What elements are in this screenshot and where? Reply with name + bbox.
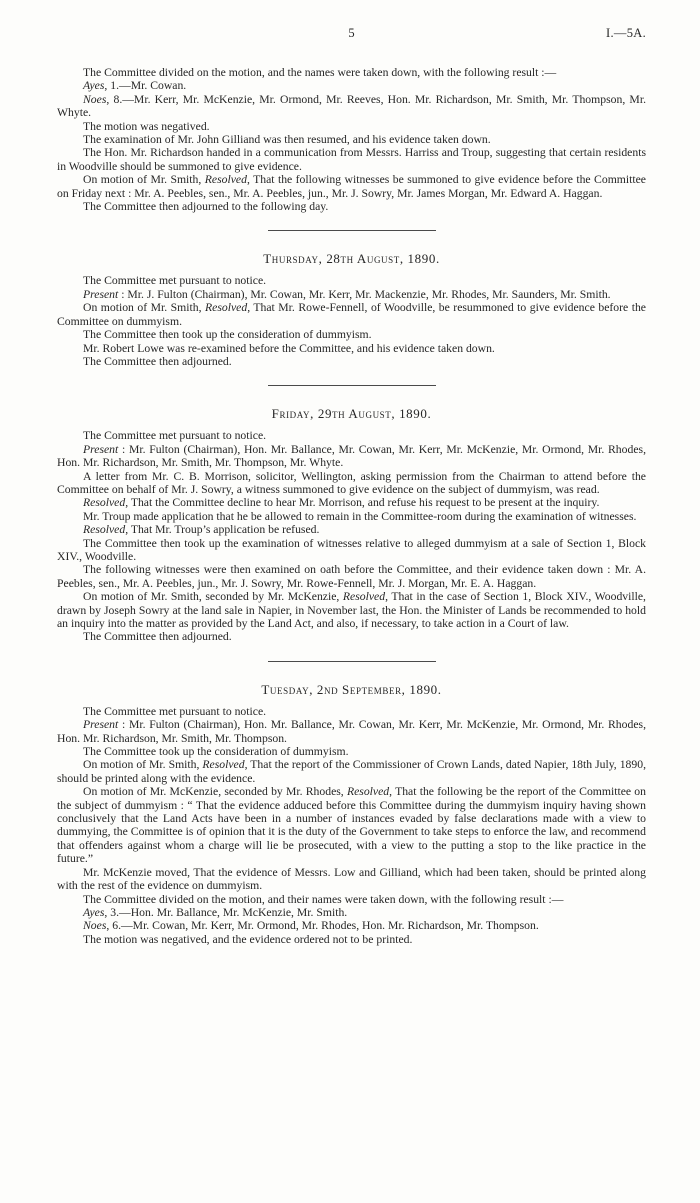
paragraph: The Committee then adjourned to the following day. bbox=[83, 200, 329, 214]
paragraph: A letter from Mr. C. B. Morrison, solicitor, Wellington, asking permission from the Chairman to attend before the Committee on behalf of Mr. J. Sowry, a witness summoned to give evidence on the subject of dummyism, was read. bbox=[57, 469, 646, 496]
minutes-section bbox=[57, 682, 646, 946]
minutes-section bbox=[57, 66, 646, 213]
minutes-section bbox=[57, 406, 646, 644]
paragraph: On motion of Mr. McKenzie, seconded by Mr. Rhodes, Resolved, That the following be the report of the Committee on the subject of dummyism : “ That the evidence adduced before this Committee during the dummyism inquiry having shown conclusively that the Land Acts have been in a number of instances evaded by false declarations made with a view to dummying, the Committee is of opinion that it is the duty of the Government to take steps to enforce the law, and recommend that offenders against whom a charge will lie be prosecuted, with a view to the putting a stop to the like practice in the future.” bbox=[57, 785, 646, 866]
italic-term: Present bbox=[83, 442, 119, 456]
document-body bbox=[57, 66, 646, 946]
paragraph: The examination of Mr. John Gilliand was then resumed, and his evidence taken down. bbox=[83, 133, 491, 147]
paragraph: The Committee met pursuant to notice. bbox=[83, 429, 267, 443]
paragraph: Noes, 6.—Mr. Cowan, Mr. Kerr, Mr. Ormond, Mr. Rhodes, Hon. Mr. Richardson, Mr. Thompson. bbox=[83, 919, 539, 933]
section-divider bbox=[268, 230, 436, 231]
paragraph: Mr. Troup made application that he be allowed to remain in the Committee-room during the examination of witnesses. bbox=[83, 509, 637, 523]
paragraph: The motion was negatived. bbox=[83, 119, 210, 133]
paragraph: The Committee divided on the motion, and their names were taken down, with the following result :— bbox=[83, 892, 564, 906]
italic-term: Noes bbox=[83, 919, 107, 933]
paragraph: Present : Mr. Fulton (Chairman), Hon. Mr. Ballance, Mr. Cowan, Mr. Kerr, Mr. McKenzie, Mr. Ormond, Mr. Rhodes, Hon. Mr. Richardson, Mr. Smith, Mr. Thompson. bbox=[57, 718, 646, 745]
italic-term: Resolved bbox=[202, 758, 245, 772]
session-heading: Friday, 29th August, 1890. bbox=[271, 406, 432, 422]
paragraph: The motion was negatived, and the evidence ordered not to be printed. bbox=[83, 932, 413, 946]
paragraph: The Committee then adjourned. bbox=[83, 354, 232, 368]
paragraph: The Hon. Mr. Richardson handed in a communication from Messrs. Harriss and Troup, suggesting that certain residents in Woodville should be summoned to give evidence. bbox=[57, 146, 646, 173]
paragraph: Noes, 8.—Mr. Kerr, Mr. McKenzie, Mr. Ormond, Mr. Reeves, Hon. Mr. Richardson, Mr. Smith, Mr. Thompson, Mr. Whyte. bbox=[57, 92, 646, 120]
page-header bbox=[57, 26, 646, 42]
paragraph: Present : Mr. J. Fulton (Chairman), Mr. Cowan, Mr. Kerr, Mr. Mackenzie, Mr. Rhodes, Mr. Saunders, Mr. Smith. bbox=[83, 287, 611, 301]
paragraph: Ayes, 1.—Mr. Cowan. bbox=[83, 79, 187, 93]
paragraph: On motion of Mr. Smith, Resolved, That the following witnesses be summoned to give evidence before the Committee on Friday next : Mr. A. Peebles, sen., Mr. A. Peebles, jun., Mr. J. Sowry, Mr. James Morgan, Mr. Edward A. Haggan. bbox=[57, 173, 646, 200]
session-heading: Thursday, 28th August, 1890. bbox=[263, 251, 440, 267]
italic-term: Resolved bbox=[205, 301, 248, 315]
paragraph: The Committee met pursuant to notice. bbox=[83, 704, 267, 718]
paragraph: The Committee then took up the consideration of dummyism. bbox=[83, 328, 372, 342]
paragraph: Ayes, 3.—Hon. Mr. Ballance, Mr. McKenzie, Mr. Smith. bbox=[83, 905, 348, 919]
italic-term: Ayes bbox=[83, 79, 105, 93]
paragraph: Resolved, That the Committee decline to hear Mr. Morrison, and refuse his request to be present at the inquiry. bbox=[83, 496, 600, 510]
paragraph: The Committee met pursuant to notice. bbox=[83, 274, 267, 288]
paragraph: Mr. Robert Lowe was re-examined before the Committee, and his evidence taken down. bbox=[83, 341, 495, 355]
paragraph: The Committee then took up the examination of witnesses relative to alleged dummyism at a sale of Section 1, Block XIV., Woodville. bbox=[57, 536, 646, 563]
italic-term: Resolved bbox=[204, 173, 247, 187]
italic-term: Noes bbox=[83, 92, 107, 106]
paragraph: On motion of Mr. Smith, seconded by Mr. McKenzie, Resolved, That in the case of Section 1, Block XIV., Woodville, drawn by Joseph Sowry at the land sale in Napier, in November last, the Hon. the Minister of Lands be recommended to hold an inquiry into the matter as provided by the Land Act, and also, if necessary, to take action in a Court of law. bbox=[57, 590, 646, 630]
paragraph: The Committee then adjourned. bbox=[83, 630, 232, 644]
italic-term: Resolved bbox=[342, 590, 386, 604]
italic-term: Ayes bbox=[83, 905, 105, 919]
paragraph: Mr. McKenzie moved, That the evidence of Messrs. Low and Gilliand, which had been taken, should be printed along with the rest of the evidence on dummyism. bbox=[57, 865, 646, 893]
italic-term: Present bbox=[83, 718, 119, 732]
paragraph: Resolved, That Mr. Troup’s application be refused. bbox=[83, 523, 320, 537]
section-divider bbox=[268, 661, 436, 662]
paragraph: The Committee divided on the motion, and the names were taken down, with the following result :— bbox=[83, 66, 557, 79]
italic-term: Resolved bbox=[83, 523, 126, 537]
italic-term: Resolved bbox=[346, 785, 390, 799]
page-number: 5 bbox=[348, 26, 355, 40]
paragraph: The following witnesses were then examined on oath before the Committee, and their evidence taken down : Mr. A. Peebles, sen., Mr. A. Peebles, jun., Mr. J. Sowry, Mr. Rowe-Fennell, Mr. J. Morgan, Mr. E. A. Haggan. bbox=[57, 563, 646, 590]
paragraph: On motion of Mr. Smith, Resolved, That the report of the Commissioner of Crown Lands, dated Napier, 18th July, 1890, should be printed along with the evidence. bbox=[57, 758, 646, 785]
minutes-section bbox=[57, 251, 646, 368]
italic-term: Resolved bbox=[83, 496, 126, 510]
session-heading: Tuesday, 2nd September, 1890. bbox=[261, 681, 442, 697]
paper-number: I.—5A. bbox=[606, 26, 646, 40]
paragraph: The Committee took up the consideration of dummyism. bbox=[83, 745, 349, 759]
paragraph: Present : Mr. Fulton (Chairman), Hon. Mr. Ballance, Mr. Cowan, Mr. Kerr, Mr. McKenzie, Mr. Ormond, Mr. Rhodes, Hon. Mr. Richardson, Mr. Smith, Mr. Thompson, Mr. Whyte. bbox=[57, 442, 646, 470]
italic-term: Present bbox=[83, 287, 119, 301]
paragraph: On motion of Mr. Smith, Resolved, That Mr. Rowe-Fennell, of Woodville, be resummoned to give evidence before the Committee on dummyism. bbox=[57, 301, 646, 328]
section-divider bbox=[268, 385, 436, 386]
